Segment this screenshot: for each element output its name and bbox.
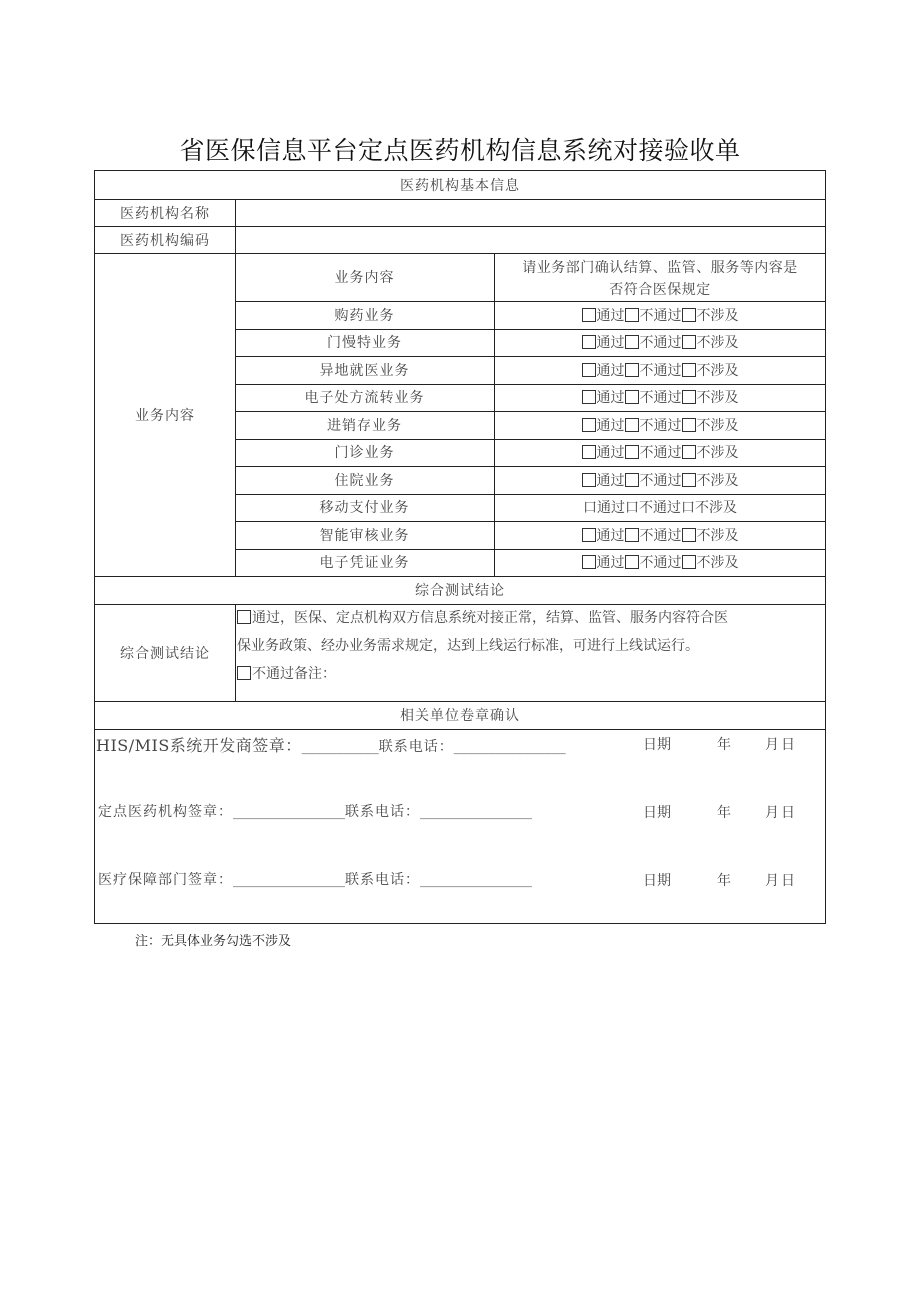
pass-checkbox[interactable]	[237, 610, 251, 624]
monthday-label: 月日	[765, 805, 797, 821]
option-checkbox[interactable]	[582, 445, 596, 459]
footnote: 注：无具体业务勾选不涉及	[135, 934, 292, 949]
business-row-name: 电子处方流转业务	[304, 390, 425, 407]
sig-dept-date	[643, 870, 797, 890]
sig-row-insurance-dept	[98, 869, 532, 889]
sig-institution-date	[643, 802, 797, 822]
pass-option[interactable]	[237, 604, 728, 632]
business-row-name: 门诊业务	[334, 445, 395, 462]
year-label: 年	[717, 873, 731, 889]
business-row-options	[495, 521, 825, 549]
confirm-header-line2: 否符合医保规定	[609, 282, 711, 298]
option-checkbox[interactable]	[582, 335, 596, 349]
option-checkbox[interactable]	[582, 308, 596, 322]
option-checkbox[interactable]	[682, 335, 696, 349]
option-checkbox[interactable]	[682, 418, 696, 432]
business-row-name: 电子凭证业务	[319, 555, 410, 572]
fail-checkbox[interactable]	[237, 666, 251, 680]
option-label: 不通过	[639, 555, 682, 572]
sig-institution-phone-blank[interactable]: ________________	[420, 804, 532, 820]
option-label: 通过	[596, 307, 625, 324]
option-checkbox[interactable]	[682, 473, 696, 487]
option-checkbox[interactable]	[582, 528, 596, 542]
options-text[interactable]: 口通过口不通过口不涉及	[583, 500, 737, 517]
option-checkbox[interactable]	[625, 473, 639, 487]
sig-institution-label: 定点医药机构签章：	[98, 804, 233, 820]
conclusion-label: 综合测试结论	[120, 645, 210, 662]
business-row-options	[495, 494, 825, 522]
acceptance-form-table	[94, 170, 826, 924]
section-conclusion-header: 综合测试结论	[415, 583, 505, 599]
business-row-options	[495, 384, 825, 412]
pass-text-line2: 保业务政策、经办业务需求规定，达到上线运行标准，可进行上线试运行。	[237, 638, 699, 654]
option-label: 不涉及	[696, 307, 739, 324]
option-label: 不涉及	[696, 555, 739, 572]
option-checkbox[interactable]	[582, 555, 596, 569]
sig-row-developer	[96, 733, 566, 756]
option-label: 不通过	[639, 335, 682, 352]
option-checkbox[interactable]	[682, 555, 696, 569]
sig-institution-phone-label: 联系电话：	[345, 804, 420, 820]
option-label: 不涉及	[696, 472, 739, 489]
option-checkbox[interactable]	[682, 390, 696, 404]
business-row-name: 智能审核业务	[319, 527, 410, 544]
date-label: 日期	[643, 737, 671, 753]
option-label: 不通过	[639, 307, 682, 324]
option-label: 通过	[596, 527, 625, 544]
business-row-options	[495, 439, 825, 467]
business-row-options	[495, 466, 825, 494]
business-row-name: 进销存业务	[327, 417, 402, 434]
year-label: 年	[717, 805, 731, 821]
sig-developer-date	[643, 734, 797, 754]
option-label: 通过	[596, 417, 625, 434]
option-label: 不涉及	[696, 445, 739, 462]
business-row-name: 门慢特业务	[327, 335, 402, 352]
sig-developer-phone-label: 联系电话：	[378, 739, 454, 755]
option-label: 不涉及	[696, 362, 739, 379]
business-row-name: 住院业务	[334, 472, 395, 489]
option-label: 不通过	[639, 445, 682, 462]
option-checkbox[interactable]	[625, 335, 639, 349]
option-checkbox[interactable]	[582, 418, 596, 432]
sig-institution-blank[interactable]: ________________	[233, 804, 345, 820]
option-checkbox[interactable]	[682, 445, 696, 459]
confirm-header	[495, 257, 825, 301]
conclusion-options	[237, 604, 728, 688]
option-checkbox[interactable]	[682, 363, 696, 377]
option-label: 不涉及	[696, 390, 739, 407]
monthday-label: 月日	[765, 873, 797, 889]
sig-row-institution	[98, 801, 532, 821]
option-label: 不通过	[639, 390, 682, 407]
field-name-input[interactable]	[235, 199, 825, 227]
option-label: 不通过	[639, 417, 682, 434]
sig-developer-phone-blank[interactable]: ________________	[453, 739, 566, 755]
option-label: 不涉及	[696, 417, 739, 434]
option-checkbox[interactable]	[582, 473, 596, 487]
field-name-label: 医药机构名称	[120, 206, 210, 222]
option-label: 通过	[596, 472, 625, 489]
option-label: 通过	[596, 362, 625, 379]
year-label: 年	[717, 737, 731, 753]
option-label: 通过	[596, 335, 625, 352]
option-checkbox[interactable]	[682, 308, 696, 322]
sig-dept-phone-blank[interactable]: ________________	[420, 872, 532, 888]
business-row-options	[495, 356, 825, 384]
field-code-label: 医药机构编码	[120, 233, 210, 249]
option-checkbox[interactable]	[625, 363, 639, 377]
option-label: 不通过	[639, 527, 682, 544]
option-label: 不通过	[639, 362, 682, 379]
date-label: 日期	[643, 873, 671, 889]
sig-developer-label: HIS/MIS系统开发商签章：	[96, 736, 302, 755]
option-label: 不涉及	[696, 335, 739, 352]
option-checkbox[interactable]	[625, 308, 639, 322]
monthday-label: 月日	[765, 737, 797, 753]
option-checkbox[interactable]	[625, 418, 639, 432]
business-row-options	[495, 329, 825, 357]
business-col-header: 业务内容	[334, 270, 395, 286]
business-row-options	[495, 411, 825, 439]
fail-option[interactable]	[237, 660, 728, 688]
option-label: 不通过	[639, 472, 682, 489]
section-basic-info-header: 医药机构基本信息	[400, 178, 520, 194]
business-row-name: 移动支付业务	[319, 500, 410, 517]
option-label: 不涉及	[696, 527, 739, 544]
option-checkbox[interactable]	[625, 445, 639, 459]
section-stamp-header: 相关单位卷章确认	[400, 708, 520, 724]
option-checkbox[interactable]	[682, 528, 696, 542]
fail-remark-label: 不通过备注：	[252, 666, 336, 682]
option-checkbox[interactable]	[625, 528, 639, 542]
option-checkbox[interactable]	[625, 390, 639, 404]
confirm-header-line1: 请业务部门确认结算、监管、服务等内容是	[522, 260, 798, 276]
business-group-label: 业务内容	[135, 407, 195, 424]
business-row-options	[495, 549, 825, 577]
business-row-name: 购药业务	[334, 307, 395, 324]
sig-dept-label: 医疗保障部门签章：	[98, 872, 233, 888]
field-code-input[interactable]	[235, 226, 825, 254]
business-row-name: 异地就医业务	[319, 362, 410, 379]
option-label: 通过	[596, 445, 625, 462]
option-label: 通过	[596, 390, 625, 407]
sig-developer-blank[interactable]: ___________	[301, 739, 379, 755]
form-title: 省医保信息平台定点医药机构信息系统对接验收单	[179, 136, 741, 165]
option-checkbox[interactable]	[625, 555, 639, 569]
option-checkbox[interactable]	[582, 390, 596, 404]
date-label: 日期	[643, 805, 671, 821]
business-row-options	[495, 301, 825, 329]
option-label: 通过	[596, 555, 625, 572]
option-checkbox[interactable]	[582, 363, 596, 377]
sig-dept-phone-label: 联系电话：	[345, 872, 420, 888]
pass-text-line1: 通过，医保、定点机构双方信息系统对接正常，结算、监管、服务内容符合医	[252, 610, 728, 626]
sig-dept-blank[interactable]: ________________	[233, 872, 345, 888]
